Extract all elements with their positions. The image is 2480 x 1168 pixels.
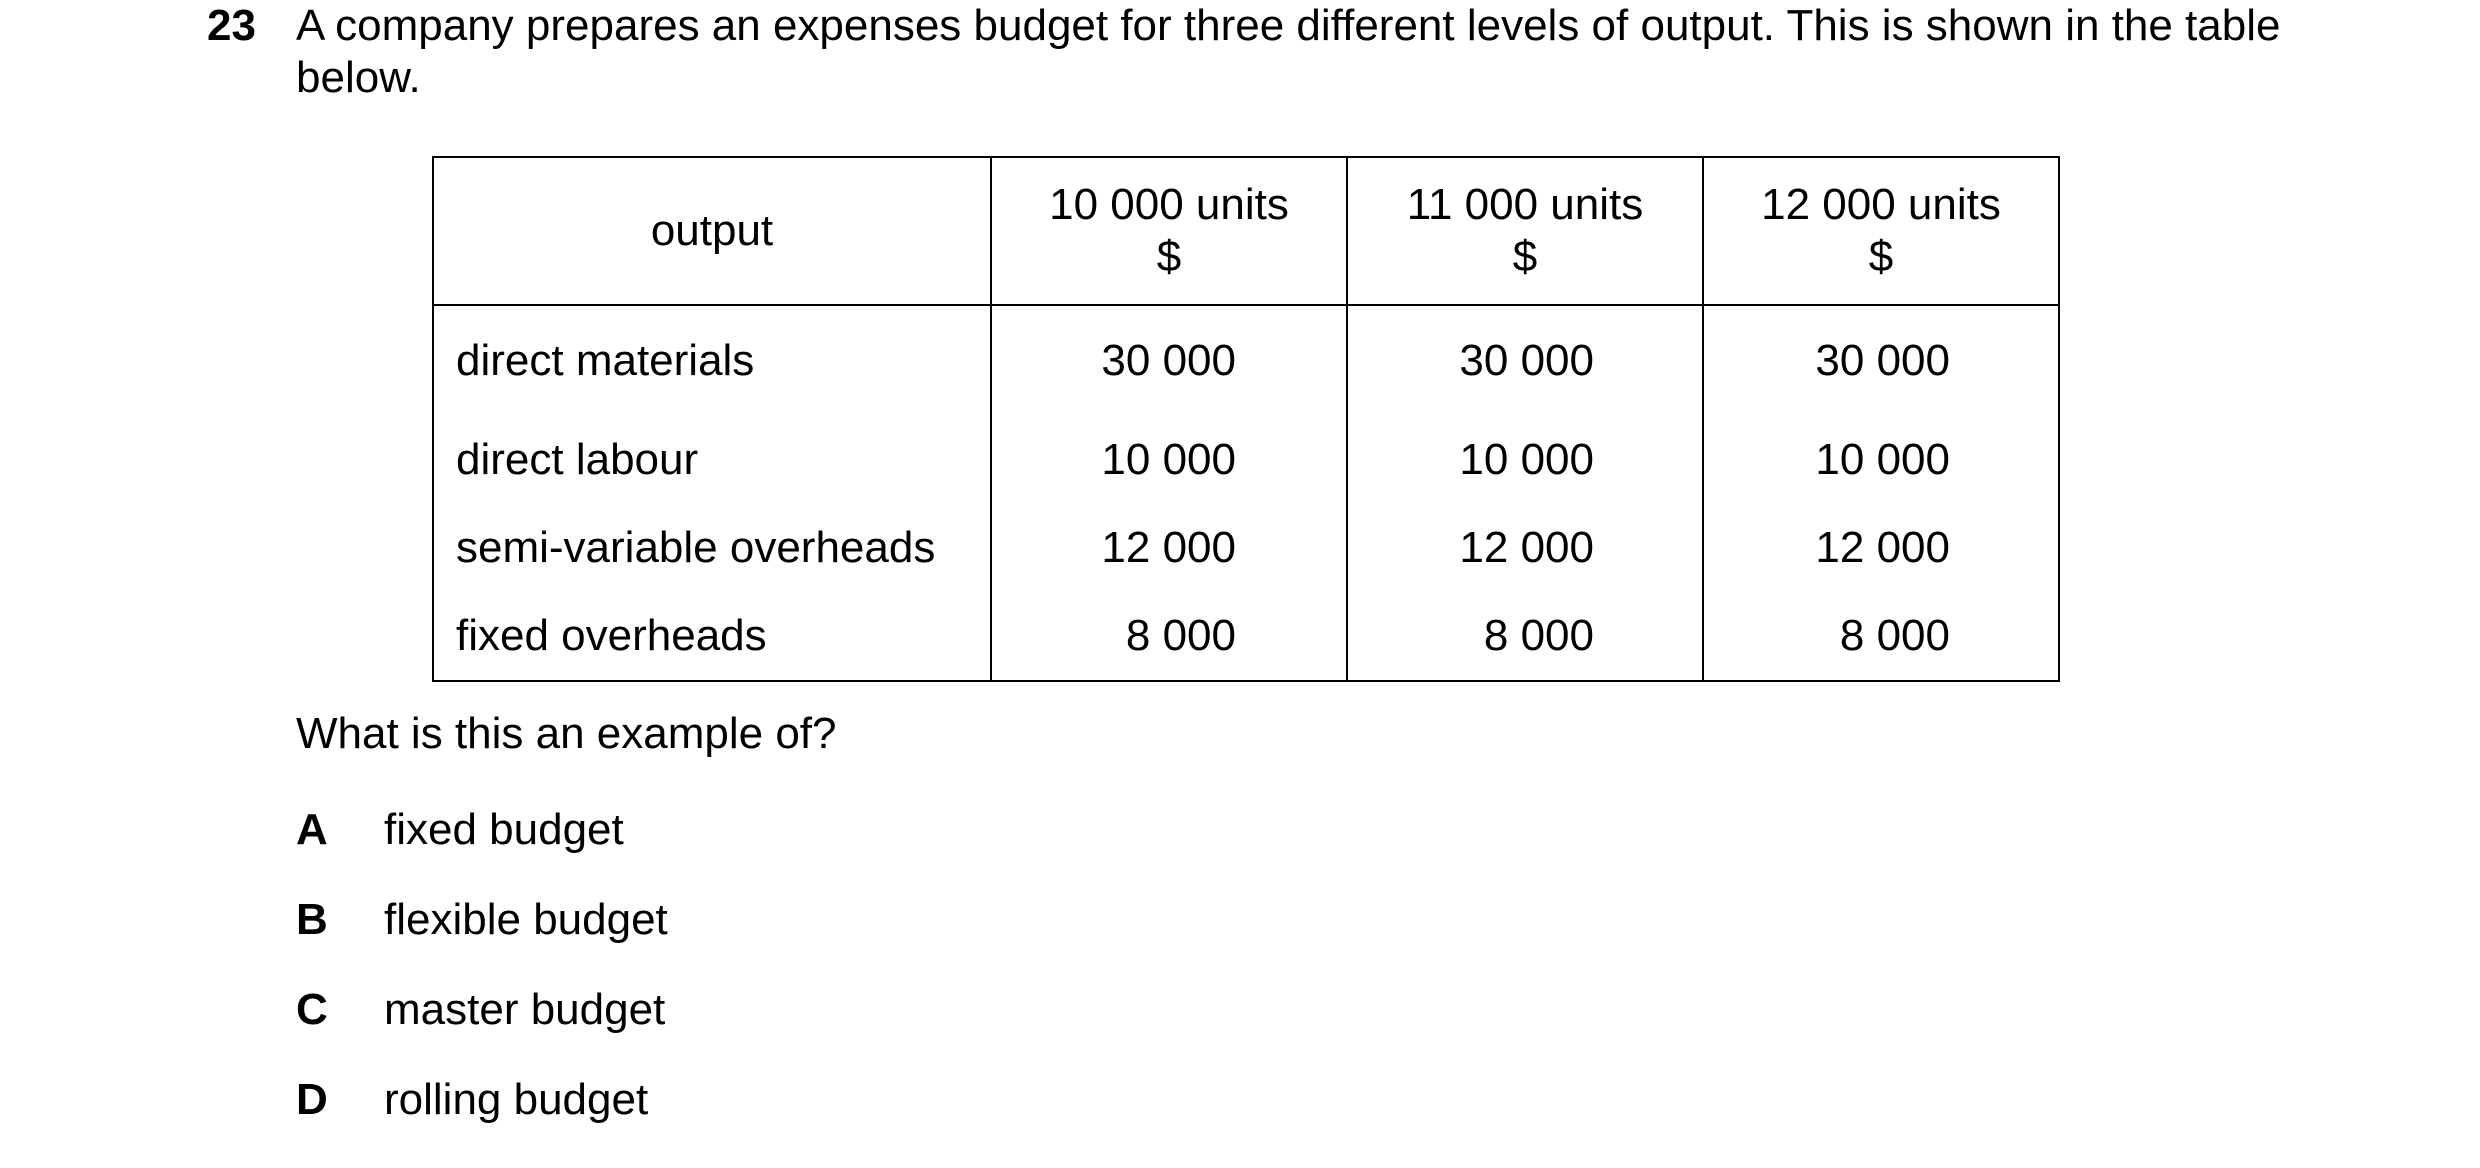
option-text: rolling budget: [384, 1075, 649, 1124]
question-prompt: What is this an example of?: [296, 709, 837, 758]
option-c[interactable]: [296, 984, 1496, 1074]
table-row: [433, 504, 2059, 592]
row-value: 12 000: [991, 504, 1347, 592]
option-letter: C: [296, 985, 328, 1034]
option-a[interactable]: [296, 804, 1496, 894]
question-number: 23: [207, 1, 256, 50]
option-text: master budget: [384, 985, 666, 1034]
budget-table: [432, 156, 2060, 682]
row-value: 8 000: [991, 592, 1347, 681]
row-value: 30 000: [991, 305, 1347, 416]
header-units: 10 000 units: [1049, 180, 1289, 229]
row-label: fixed overheads: [433, 592, 991, 681]
row-value: 10 000: [1347, 416, 1703, 504]
option-text: flexible budget: [384, 895, 668, 944]
option-text: fixed budget: [384, 805, 624, 854]
question-stem: A company prepares an expenses budget for three different levels of output. This is shown in the table below.: [296, 1, 2281, 102]
header-currency: $: [1512, 232, 1538, 281]
row-label: direct labour: [433, 416, 991, 504]
table-row: [433, 305, 2059, 416]
row-value: 12 000: [1347, 504, 1703, 592]
option-letter: B: [296, 895, 328, 944]
header-units: 12 000 units: [1761, 180, 2001, 229]
header-column: [1703, 157, 2059, 305]
header-currency: $: [1156, 232, 1182, 281]
header-column: [991, 157, 1347, 305]
header-column: [1347, 157, 1703, 305]
option-letter: D: [296, 1075, 328, 1124]
table-row: [433, 416, 2059, 504]
row-value: 30 000: [1703, 305, 2059, 416]
row-value: 10 000: [991, 416, 1347, 504]
row-value: 30 000: [1347, 305, 1703, 416]
row-value: 8 000: [1347, 592, 1703, 681]
header-units: 11 000 units: [1406, 180, 1644, 229]
row-value: 10 000: [1703, 416, 2059, 504]
table-row: [433, 592, 2059, 681]
answer-options: [296, 804, 1496, 1164]
option-d[interactable]: [296, 1074, 1496, 1164]
row-value: 8 000: [1703, 592, 2059, 681]
option-b[interactable]: [296, 894, 1496, 984]
row-label: direct materials: [433, 305, 991, 416]
option-letter: A: [296, 805, 328, 854]
row-label: semi-variable overheads: [433, 504, 991, 592]
table-header-row: [433, 157, 2059, 305]
header-output: output: [433, 157, 991, 305]
header-currency: $: [1868, 232, 1894, 281]
row-value: 12 000: [1703, 504, 2059, 592]
